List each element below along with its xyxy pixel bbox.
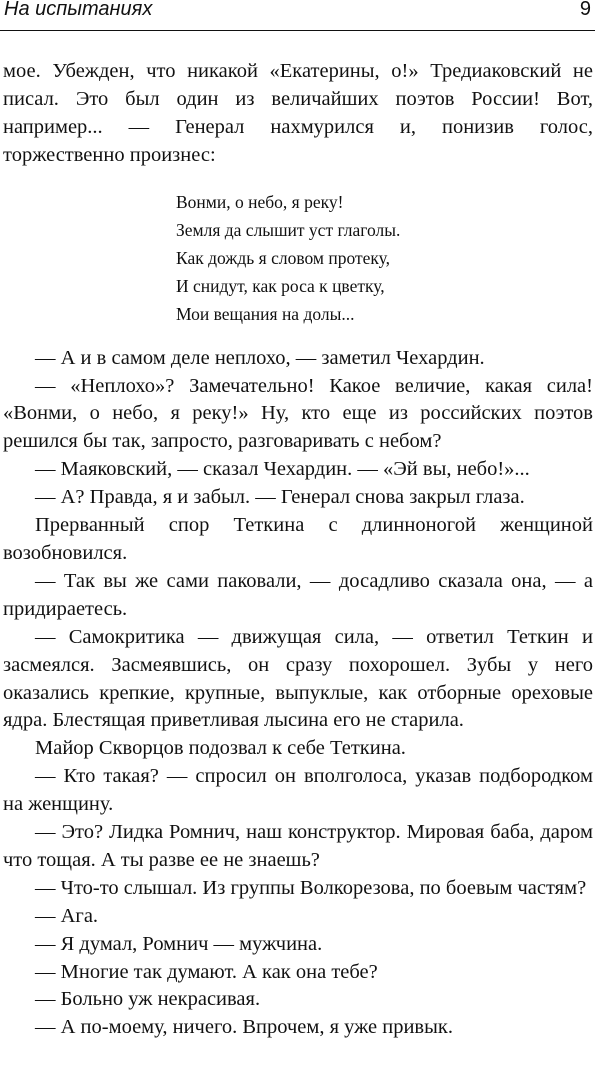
- paragraph: — А? Правда, я и забыл. — Генерал снова закрыл глаза.: [35, 486, 525, 509]
- running-title: На испытаниях: [4, 0, 153, 20]
- poem-line: Земля да слышит уст глаголы.: [176, 219, 401, 240]
- poem-quote: [176, 188, 593, 328]
- paragraph: Прерванный спор Теткина с длинноногой женщиной возобновился.: [3, 514, 593, 564]
- paragraph-continuation: мое. Убежден, что никакой «Екатерины, о!» Тредиаковский не писал. Это был один из величайших поэтов России! Вот, например... — Генерал нахмурился и, понизив голос, торжественно произнес:: [3, 60, 593, 166]
- paragraph: Майор Скворцов подозвал к себе Теткина.: [35, 737, 406, 760]
- paragraph: — Многие так думают. А как она тебе?: [35, 960, 378, 983]
- poem-line: Вонми, о небо, я реку!: [176, 191, 344, 212]
- poem-line: Мои вещания на долы...: [176, 303, 355, 324]
- paragraph: — Так вы же сами паковали, — досадливо сказала она, — а придираетесь.: [3, 569, 593, 620]
- paragraph: — А и в самом деле неплохо, — заметил Чехардин.: [35, 346, 485, 369]
- poem-line: Как дождь я словом протеку,: [176, 247, 391, 268]
- paragraph: — Я думал, Ромнич — мужчина.: [35, 932, 323, 955]
- main-text: [3, 58, 593, 1042]
- page-number: 9: [579, 0, 591, 20]
- paragraph: — Ага.: [35, 904, 99, 927]
- paragraph: — «Неплохо»? Замечательно! Какое величие, какая сила! «Вонми, о небо, я реку!» Ну, кто еще из российских поэтов решился бы так, запросто, разговаривать с небом?: [3, 374, 593, 453]
- running-header: [0, 0, 595, 31]
- paragraph: — Что-то слышал. Из группы Волкорезова, по боевым частям?: [35, 876, 587, 899]
- paragraph: — Больно уж некрасивая.: [35, 988, 261, 1011]
- paragraph: — А по-моему, ничего. Впрочем, я уже привык.: [35, 1016, 453, 1039]
- paragraph: — Кто такая? — спросил он вполголоса, указав подбородком на женщину.: [3, 765, 593, 816]
- poem-line: И снидут, как роса к цветку,: [176, 275, 385, 296]
- paragraph: — Это? Лидка Ромнич, наш конструктор. Мировая баба, даром что тощая. А ты разве ее не знаешь?: [3, 821, 593, 871]
- paragraph: — Маяковский, — сказал Чехардин. — «Эй вы, небо!»...: [35, 458, 530, 481]
- paragraph: — Самокритика — движущая сила, — ответил Теткин и засмеялся. Засмеявшись, он сразу похорошел. Зубы у него оказались крепкие, крупные, выпуклые, как отборные ореховые ядра. Блестящая приветливая лысина его не старила.: [3, 625, 593, 732]
